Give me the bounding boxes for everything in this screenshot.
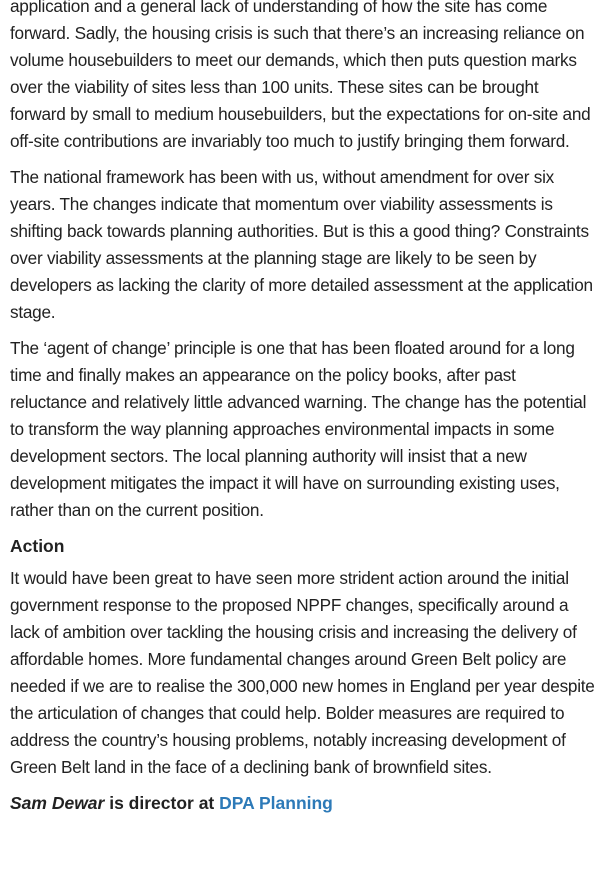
action-paragraph: It would have been great to have seen more strident action around the initial government response to the proposed NPPF changes, specifically around a lack of ambition over tackling the housing crisis and increasing the delivery of affordable homes. More fundamental changes around Green Belt policy are needed if we are to realise the 300,000 new homes in England per year despite the articulation of changes that could help. Bolder measures are required to address the country’s housing problems, notably increasing development of Green Belt land in the face of a declining bank of brownfield sites. (10, 568, 595, 777)
author-byline (10, 790, 595, 817)
company-link[interactable]: DPA Planning (219, 793, 333, 813)
section-heading-action: Action (10, 536, 65, 556)
article-paragraph-2: The national framework has been with us, without amendment for over six years. The changes indicate that momentum over viability assessments is shifting back towards planning authorities. But is this a good thing? Constraints over viability assessments at the planning stage are likely to be seen by developers as lacking the clarity of more detailed assessment at the application stage. (10, 167, 593, 322)
byline-role-text: is director at (104, 793, 220, 813)
author-name: Sam Dewar (10, 793, 105, 813)
article-paragraph-1: application and a general lack of understanding of how the site has come forward. Sadly, the housing crisis is such that there’s an increasing reliance on volume housebuilders to meet our demands, which then puts question marks over the viability of sites less than 100 units. These sites can be brought forward by small to medium housebuilders, but the expectations for on-site and off-site contributions are invariably too much to justify bringing them forward. (10, 0, 591, 151)
article-paragraph-3: The ‘agent of change’ principle is one that has been floated around for a long time and finally makes an appearance on the policy books, after past reluctance and relatively little advanced warning. The change has the potential to transform the way planning approaches environmental impacts in some development sectors. The local planning authority will insist that a new development mitigates the impact it will have on surrounding existing uses, rather than on the current position. (10, 338, 587, 520)
